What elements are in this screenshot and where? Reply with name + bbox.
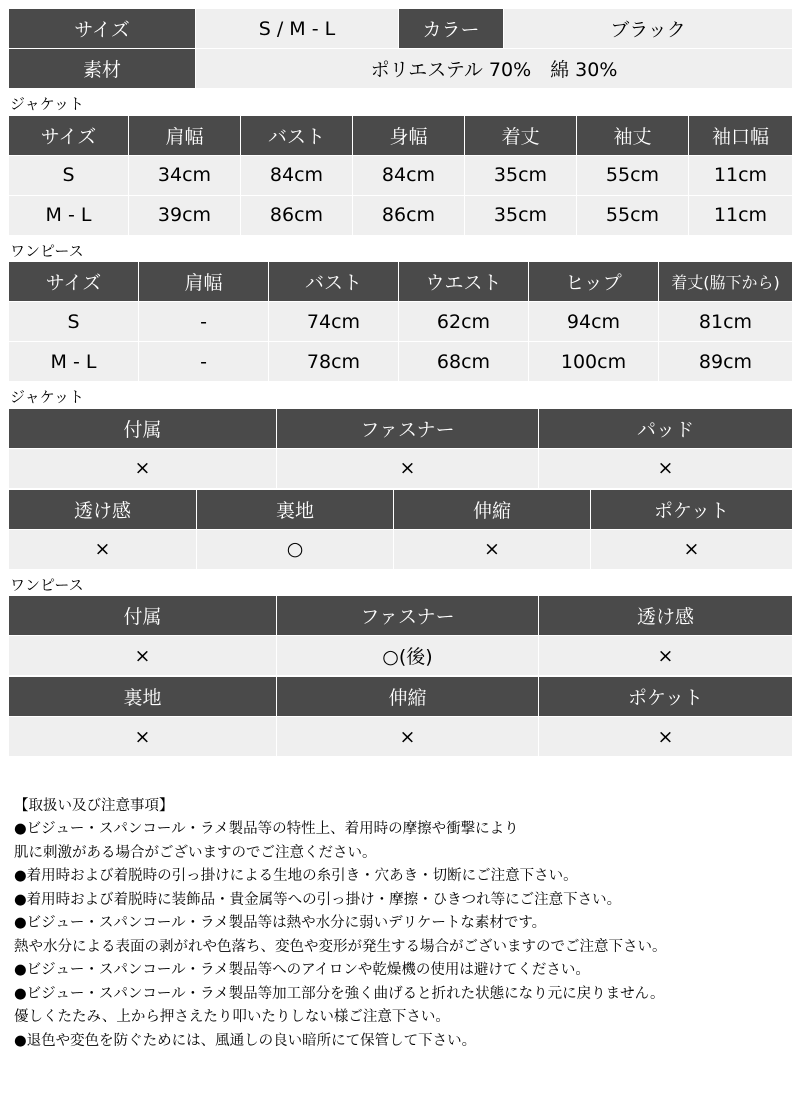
jacket-size-r0c6: 11cm <box>689 155 793 195</box>
onepiece-detail-value-2: × <box>539 636 793 676</box>
onepiece-detail2-header-0: 裏地 <box>9 677 277 717</box>
onepiece-detail2-value-1: × <box>277 717 539 757</box>
care-note-line-4: ●ビジュー・スパンコール・ラメ製品等は熱や水分に弱いデリケートな素材です。 <box>14 915 547 932</box>
jacket-size-header-2: バスト <box>241 115 353 155</box>
top-material-header: 素材 <box>9 49 196 89</box>
top-color-header: カラー <box>399 9 504 49</box>
onepiece-detail2-header-2: ポケット <box>539 677 793 717</box>
jacket-size-header-1: 肩幅 <box>129 115 241 155</box>
onepiece-detail-table-a <box>8 595 793 676</box>
table-row <box>9 636 793 676</box>
table-row <box>9 717 793 757</box>
care-note-line-5: 熱や水分による表面の剥がれや色落ち、変色や変形が発生する場合がございますのでご注意下さい。 <box>14 938 667 955</box>
jacket-size-header-5: 袖丈 <box>577 115 689 155</box>
jacket-detail2-value-2: × <box>394 529 591 569</box>
jacket-size-header-3: 身幅 <box>353 115 465 155</box>
jacket-detail-header-0: 付属 <box>9 408 277 448</box>
onepiece-size-header-3: ウエスト <box>399 262 529 302</box>
jacket-detail-section-label: ジャケット <box>10 388 84 406</box>
table-header-row <box>9 596 793 636</box>
jacket-size-r1c1: 39cm <box>129 195 241 235</box>
onepiece-size-header-0: サイズ <box>9 262 139 302</box>
jacket-detail-table-b <box>8 489 793 570</box>
jacket-size-header-4: 着丈 <box>465 115 577 155</box>
onepiece-size-r1c3: 68cm <box>399 342 529 382</box>
top-size-header: サイズ <box>9 9 196 49</box>
table-row <box>9 49 793 89</box>
jacket-size-r0c4: 35cm <box>465 155 577 195</box>
jacket-detail2-header-2: 伸縮 <box>394 489 591 529</box>
onepiece-size-header-5: 着丈(脇下から) <box>659 262 793 302</box>
jacket-detail2-header-1: 裏地 <box>197 489 394 529</box>
jacket-size-r0c0: S <box>9 155 129 195</box>
top-material-value: ポリエステル 70% 綿 30% <box>196 49 793 89</box>
jacket-size-r1c3: 86cm <box>353 195 465 235</box>
jacket-detail2-header-0: 透け感 <box>9 489 197 529</box>
onepiece-detail-value-0: × <box>9 636 277 676</box>
jacket-detail2-value-3: × <box>591 529 793 569</box>
onepiece-detail-header-0: 付属 <box>9 596 277 636</box>
onepiece-size-r0c0: S <box>9 302 139 342</box>
table-header-row <box>9 677 793 717</box>
onepiece-size-r1c5: 89cm <box>659 342 793 382</box>
onepiece-size-r0c4: 94cm <box>529 302 659 342</box>
care-note-line-3: ●着用時および着脱時に装飾品・貴金属等への引っ掛け・摩擦・ひきつれ等にご注意下さい。 <box>14 891 622 908</box>
table-row <box>9 448 793 488</box>
table-row <box>9 302 793 342</box>
table-row <box>9 529 793 569</box>
care-note-line-1: 肌に刺激がある場合がございますのでご注意ください。 <box>14 844 377 861</box>
onepiece-size-header-2: バスト <box>269 262 399 302</box>
jacket-size-r0c2: 84cm <box>241 155 353 195</box>
onepiece-size-section-label: ワンピース <box>10 241 84 260</box>
care-note-line-9: ●退色や変色を防ぐためには、風通しの良い暗所にて保管して下さい。 <box>14 1032 477 1049</box>
jacket-size-r0c5: 55cm <box>577 155 689 195</box>
care-note-line-6: ●ビジュー・スパンコール・ラメ製品等へのアイロンや乾燥機の使用は避けてください。 <box>14 962 590 979</box>
onepiece-size-r1c1: - <box>139 342 269 382</box>
bottom-spacer <box>8 1053 792 1093</box>
onepiece-size-r0c3: 62cm <box>399 302 529 342</box>
jacket-size-header-0: サイズ <box>9 115 129 155</box>
onepiece-size-r1c4: 100cm <box>529 342 659 382</box>
jacket-size-r0c3: 84cm <box>353 155 465 195</box>
jacket-size-r0c1: 34cm <box>129 155 241 195</box>
table-header-row <box>9 115 793 155</box>
onepiece-detail-header-1: ファスナー <box>277 596 539 636</box>
care-note-line-0: ●ビジュー・スパンコール・ラメ製品等の特性上、着用時の摩擦や衝撃により <box>14 821 519 838</box>
jacket-detail2-value-0: × <box>9 529 197 569</box>
table-row <box>9 342 793 382</box>
onepiece-size-r0c2: 74cm <box>269 302 399 342</box>
onepiece-detail-value-1: ○(後) <box>277 636 539 676</box>
jacket-size-table <box>8 115 793 236</box>
onepiece-detail2-header-1: 伸縮 <box>277 677 539 717</box>
jacket-size-header-6: 袖口幅 <box>689 115 793 155</box>
top-color-value: ブラック <box>504 9 793 49</box>
onepiece-size-table <box>8 261 793 382</box>
care-notes-title: 【取扱い及び注意事項】 <box>14 798 174 814</box>
table-row <box>9 195 793 235</box>
jacket-detail-value-0: × <box>9 448 277 488</box>
table-header-row <box>9 408 793 448</box>
jacket-size-r1c4: 35cm <box>465 195 577 235</box>
care-note-line-7: ●ビジュー・スパンコール・ラメ製品等加工部分を強く曲げると折れた状態になり元に戻りません。 <box>14 985 665 1002</box>
jacket-size-r1c6: 11cm <box>689 195 793 235</box>
onepiece-detail-table-b <box>8 676 793 757</box>
jacket-detail2-header-3: ポケット <box>591 489 793 529</box>
onepiece-size-header-1: 肩幅 <box>139 262 269 302</box>
table-header-row <box>9 489 793 529</box>
jacket-detail-value-2: × <box>539 448 793 488</box>
onepiece-size-r1c0: M - L <box>9 342 139 382</box>
jacket-size-r1c5: 55cm <box>577 195 689 235</box>
care-notes <box>14 795 788 1053</box>
care-note-line-8: 優しくたたみ、上から押さえたり叩いたりしない様ご注意下さい。 <box>14 1009 450 1026</box>
top-spec-table <box>8 8 793 89</box>
table-header-row <box>9 262 793 302</box>
jacket-size-r1c2: 86cm <box>241 195 353 235</box>
onepiece-size-r0c1: - <box>139 302 269 342</box>
jacket-detail-header-1: ファスナー <box>277 408 539 448</box>
jacket-detail-header-2: パッド <box>539 408 793 448</box>
jacket-detail2-value-1: ○ <box>197 529 394 569</box>
jacket-size-section-label: ジャケット <box>10 95 84 113</box>
onepiece-detail-header-2: 透け感 <box>539 596 793 636</box>
onepiece-size-r0c5: 81cm <box>659 302 793 342</box>
table-row <box>9 9 793 49</box>
table-row <box>9 155 793 195</box>
onepiece-detail-section-label: ワンピース <box>10 575 84 594</box>
jacket-size-r1c0: M - L <box>9 195 129 235</box>
onepiece-size-header-4: ヒップ <box>529 262 659 302</box>
care-note-line-2: ●着用時および着脱時の引っ掛けによる生地の糸引き・穴あき・切断にご注意下さい。 <box>14 868 578 885</box>
jacket-detail-table-a <box>8 408 793 489</box>
jacket-detail-value-1: × <box>277 448 539 488</box>
top-size-value: S / M - L <box>196 9 399 49</box>
onepiece-size-r1c2: 78cm <box>269 342 399 382</box>
onepiece-detail2-value-2: × <box>539 717 793 757</box>
onepiece-detail2-value-0: × <box>9 717 277 757</box>
